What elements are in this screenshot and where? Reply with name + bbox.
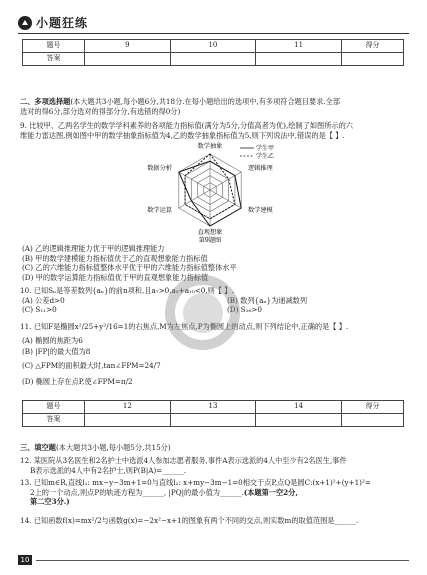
- option[interactable]: (D) S₁₆>0: [227, 305, 262, 315]
- option[interactable]: (C) S₁₁>0: [22, 305, 57, 315]
- question-14: 14. 已知函数f(x)=mx²/2与函数g(x)=−2x²−x+1的图象有两个不同的交点,则实数m的取值范围是______.: [20, 516, 359, 525]
- answer-cell-11[interactable]: [256, 53, 342, 66]
- logo-icon: [18, 16, 32, 30]
- radar-axis-line: [210, 190, 241, 208]
- table-cell: 10: [170, 40, 256, 53]
- table-cell: 得分: [341, 401, 403, 414]
- axis-label: 数学运算: [147, 207, 172, 214]
- watermark-logo-center: [183, 293, 223, 333]
- page-header: [18, 14, 88, 32]
- radar-labels: [147, 142, 273, 244]
- table-cell: 答案: [23, 414, 85, 427]
- table-cell: 11: [256, 40, 342, 53]
- question-9: 9. 比较甲、乙两名学生的数学学科素养的各项能力指标值(满分为5分,分值高者为优),绘制了如图所示的六 维能力雷达图,例如图中甲的数学抽象指标值为4,乙的数学抽象指标值为5,则下列说法中,错误的是【 】.: [20, 121, 353, 140]
- footer-rule: [36, 560, 409, 561]
- table-cell: 9: [85, 40, 171, 53]
- header-title: 小题狂练: [36, 15, 89, 30]
- section-2-heading: 二、多项选择题(本大题共3小题,每小题6分,共18分.在每小题给出的选项中,有多项符合题目要求.全部 选对的得6分,部分选对的得部分分,有选错的得0分): [20, 97, 341, 116]
- answer-cell-10[interactable]: [170, 53, 256, 66]
- question-10: 10. 已知Sₙ是等差数列{aₙ}的前n项和,且a₇>0,a₅+a₁₀<0,则【 】. (A) 公差d>0 (B) 数列{aₙ}为递减数列 (C) S₁₁>0 (D) S₁₆>0: [20, 286, 308, 315]
- option[interactable]: (A) 乙的逻辑推理能力优于甲的逻辑推理能力: [22, 244, 165, 253]
- table-cell: 得分: [341, 40, 403, 53]
- table-cell: 13: [170, 401, 256, 414]
- radar-chart: [147, 142, 320, 244]
- answer-table-1: [22, 39, 404, 66]
- axis-label: 数学抽象: [197, 143, 223, 150]
- axis-label: 数据分析: [147, 165, 172, 172]
- question-11: 11. 已知F是椭圆x²/25+y²/16=1的右焦点,M为左焦点,P为椭圆上的动点,则下列结论中,正确的是【 】. (A) 椭圆的焦距为6 (B) |FP|的最大值为8 (C) △FPM的面积最大时,tan∠FPM=24/7 (D) 椭圆上存在点P,使∠FPM=π/2: [20, 322, 412, 387]
- section-3-heading: 三、填空题(本大题共3小题,每小题5分,共15分): [20, 443, 171, 452]
- page-footer: [18, 555, 32, 565]
- table-cell: 题号: [23, 40, 85, 53]
- axis-label: 数学建模: [248, 207, 273, 214]
- answer-cell-14[interactable]: [256, 414, 342, 427]
- answer-table-2: [22, 400, 404, 427]
- axis-label: 直观想象: [197, 229, 223, 236]
- option[interactable]: (C) △FPM的面积最大时,tan∠FPM=24/7: [22, 361, 161, 371]
- legend-label: 学生乙: [256, 153, 275, 160]
- chart-legend: [240, 144, 274, 160]
- score-cell[interactable]: [341, 414, 403, 427]
- option[interactable]: (C) 乙的六维能力指标值整体水平优于甲的六维能力指标值整体水平: [22, 263, 237, 273]
- table-cell: 答案: [23, 53, 85, 66]
- option[interactable]: (A) 椭圆的焦距为6: [22, 335, 83, 345]
- option[interactable]: (B) 数列{aₙ}为递减数列: [227, 295, 308, 305]
- chart-caption: 第9题图: [198, 237, 222, 244]
- option[interactable]: (B) |FP|的最大值为8: [22, 347, 91, 357]
- answer-cell-13[interactable]: [170, 414, 256, 427]
- page-number: 10: [18, 555, 32, 565]
- table-cell: 14: [256, 401, 342, 414]
- answer-cell-12[interactable]: [85, 414, 171, 427]
- answer-cell-9[interactable]: [85, 53, 171, 66]
- table-cell: 12: [85, 401, 171, 414]
- axis-label: 逻辑推理: [248, 165, 273, 172]
- score-cell[interactable]: [341, 53, 403, 66]
- table-cell: 题号: [23, 401, 85, 414]
- legend-label: 学生甲: [256, 145, 275, 152]
- radar-axis-line: [179, 172, 210, 190]
- question-12: 12. 某医院从3名医生和2名护士中选派4人参加志愿者服务,事件A表示选派的4人中至少有2名医生,事件 B表示选派的4人中有2名护士,则P(B|A)=______.: [20, 456, 347, 475]
- option[interactable]: (D) 椭圆上存在点P,使∠FPM=π/2: [22, 376, 133, 386]
- option[interactable]: (A) 公差d>0: [22, 295, 65, 305]
- option[interactable]: (B) 甲的数学建模能力指标值优于乙的直观想象能力指标值: [22, 253, 208, 263]
- question-13: 13. 已知m∈R,直线l₁: mx−y−3m+1=0与直线l₂: x+my−3m−1=0相交于点P,点Q是圆C:(x+1)²+(y+1)²= 2上的一个动点,则点P的轨迹方程为______, |PQ|的最小值为______.(本题第一空2分, 第二空3分.): [20, 478, 371, 507]
- header-rule: [18, 33, 409, 34]
- option[interactable]: (D) 甲的数学运算能力指标值优于甲的直观想象能力指标值: [22, 273, 209, 283]
